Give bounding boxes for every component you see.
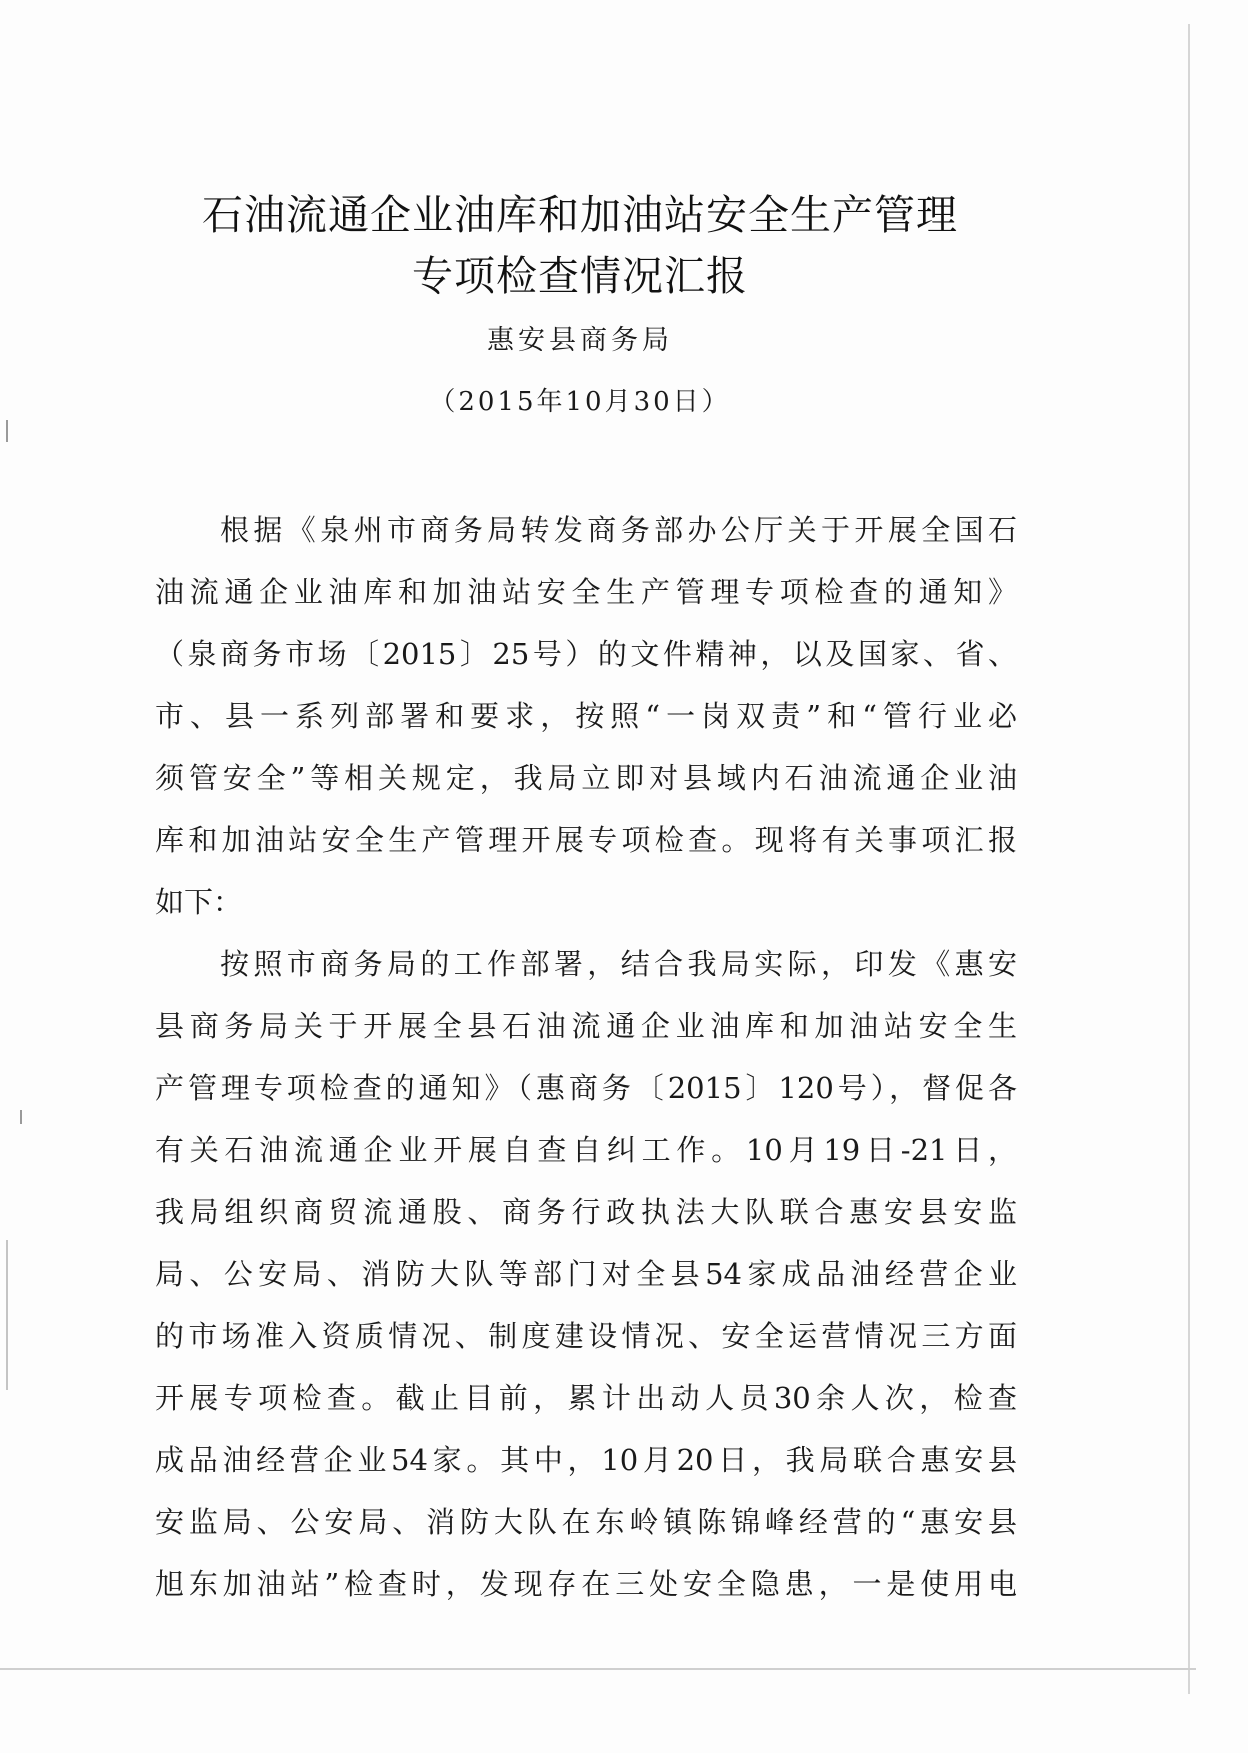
paragraph1-line: 根据《泉州市商务局转发商务部办公厅关于开展全国石 [220, 513, 1017, 547]
paragraph2-line: 我局组织商贸流通股、商务行政执法大队联合惠安县安监 [155, 1195, 1017, 1229]
paragraph1-line: 市、县一系列部署和要求，按照“一岗双责”和“管行业必 [155, 699, 1017, 733]
issuing-organization: 惠安县商务局 [487, 325, 673, 356]
paragraph2-line: 安监局、公安局、消防大队在东岭镇陈锦峰经营的“惠安县 [155, 1505, 1017, 1539]
paragraph1-line: 库和加油站安全生产管理开展专项检查。现将有关事项汇报 [155, 823, 1017, 857]
paragraph1-line: 如下： [155, 885, 243, 919]
document-title-line1: 石油流通企业油库和加油站安全生产管理 [202, 191, 958, 239]
paragraph2-line: 产管理专项检查的通知》（惠商务〔2015〕120号），督促各 [155, 1071, 1017, 1105]
paragraph1-line: 油流通企业油库和加油站安全生产管理专项检查的通知》 [155, 575, 1017, 609]
scan-edge-right [1188, 24, 1190, 1694]
paragraph2-line: 局、公安局、消防大队等部门对全县54家成品油经营企业 [155, 1257, 1017, 1291]
paragraph1-line: 须管安全”等相关规定，我局立即对县域内石油流通企业油 [155, 761, 1017, 795]
paragraph1-line: （泉商务市场〔2015〕25号）的文件精神，以及国家、省、 [155, 637, 1017, 671]
paragraph2-line: 县商务局关于开展全县石油流通企业油库和加油站安全生 [155, 1009, 1017, 1043]
document-date: （2015年10月30日） [429, 387, 731, 417]
paragraph2-line: 的市场准入资质情况、制度建设情况、安全运营情况三方面 [155, 1319, 1017, 1353]
scan-edge-bottom [0, 1668, 1196, 1670]
paragraph2-line: 有关石油流通企业开展自查自纠工作。10月19日-21日， [155, 1133, 1017, 1167]
scan-mark [6, 1240, 8, 1390]
document-title-line2: 专项检查情况汇报 [412, 252, 748, 300]
paragraph2-line: 旭东加油站”检查时，发现存在三处安全隐患，一是使用电 [155, 1567, 1017, 1601]
paragraph2-line: 开展专项检查。截止目前，累计出动人员30余人次，检查 [155, 1381, 1017, 1415]
scan-mark [20, 1110, 22, 1124]
paragraph2-line: 成品油经营企业54家。其中，10月20日，我局联合惠安县 [155, 1443, 1017, 1477]
paragraph2-line: 按照市商务局的工作部署，结合我局实际，印发《惠安 [220, 947, 1017, 981]
scan-mark [6, 420, 8, 442]
